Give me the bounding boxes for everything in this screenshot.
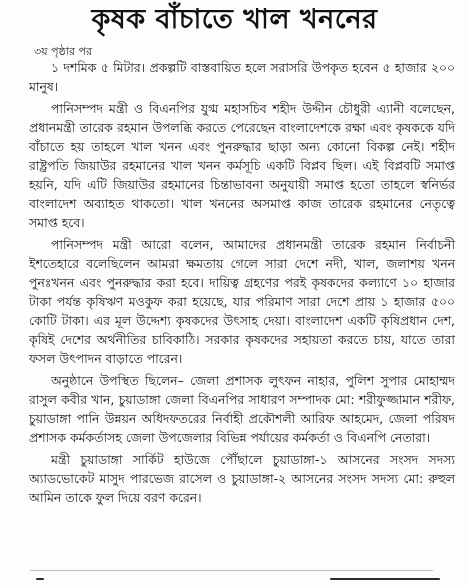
column-divider xyxy=(30,570,433,571)
next-article-edge xyxy=(0,574,469,585)
cropped-glyph xyxy=(36,578,44,580)
cropped-glyph xyxy=(330,578,440,580)
page-jump-note: ৩য় পৃষ্ঠার পর xyxy=(34,45,93,58)
paragraph-5: মন্ত্রী চুয়াডাঙ্গা সার্কিট হাউজে পৌঁছালে চুয়াডাঙ্গা-১ আসনের সংসদ সদস্য অ্যাডভোকেট মাসুদ পারভেজ রাসেল ও চুয়াডাঙ্গা-২ আসনের সংসদ সদস্য মো: রুহুল আমিন তাকে ফুল দিয়ে বরণ করেন। xyxy=(29,452,455,505)
paragraph-3: পানিসম্পদ মন্ত্রী আরো বলেন, আমাদের প্রধানমন্ত্রী তারেক রহমান নির্বাচনী ইশতেহারে বলেছিলেন আমরা ক্ষমতায় গেলে সারা দেশে নদী, খাল, জলাশয় খনন পুনঃখনন এবং পুনরুদ্ধার করা হবে। দায়িত্ব গ্রহণের পরই কৃষকদের কল্যাণে ১০ হাজার টাকা পর্যন্ত কৃষিঋণ মওকুফ করা হয়েছে, যার পরিমাণ সারা দেশে প্রায় ১ হাজার ৫০০ কোটি টাকা। এর মূল উদ্দেশ্য কৃষকদের উৎসাহ দেয়া। বাংলাদেশ একটি কৃষিপ্রধান দেশ, কৃষিই দেশের অর্থনীতির চাবিকাঠি। সরকার কৃষকদের সহায়তা করতে চায়, যাতে তারা ফসল উৎপাদন বাড়াতে পারেন। xyxy=(29,237,455,366)
paragraph-4: অনুষ্ঠানে উপস্থিত ছিলেন– জেলা প্রশাসক লুৎফন নাহার, পুলিশ সুপার মোহাম্মদ রাসুল কবীর খান, চুয়াডাঙ্গা জেলা বিএনপির সাধারণ সম্পাদক মো: শরীফুজ্জামান শরীফ, চুয়াডাঙ্গা পানি উন্নয়ন অধিদফতরের নির্বাহী প্রকৌশলী আরিফ আহমেদ, জেলা পরিষদ প্রশাসক কর্মকর্তাসহ জেলা উপজেলার বিভিন্ন পর্যায়ের কর্মকর্তা ও বিএনপি নেতারা। xyxy=(29,373,455,445)
paragraph-1: ১ দশমিক ৫ মিটার। প্রকল্পটি বাস্তবায়িত হলে সরাসরি উপকৃত হবেন ৫ হাজার ২০০ মানুষ। xyxy=(29,60,455,94)
paragraph-2: পানিসম্পদ মন্ত্রী ও বিএনপির যুগ্ম মহাসচিব শহীদ উদ্দীন চৌধুরী এ্যানী বলেছেন, প্রধানমন্ত্রী তারেক রহমান উপলব্ধি করতে পেরেছেন বাংলাদেশকে রক্ষা এবং কৃষককে যদি বাঁচাতে হয় তাহলে খাল খনন এবং পুনরুদ্ধার ছাড়া অন্য কোনো বিকল্প নেই। শহীদ রাষ্ট্রপতি জিয়াউর রহমানের খাল খনন কর্মসূচি একটি বিপ্লব ছিল। এই বিপ্লবটি সমাপ্ত হয়নি, যদি এটি জিয়াউর রহমানের চিন্তাভাবনা অনুযায়ী সমাপ্ত হতো তাহলে স্বনির্ভর বাংলাদেশ অব্যাহত থাকতো। খাল খননের অসমাপ্ত কাজ তারেক রহমানের নেতৃত্বে সমাপ্ত হবে। xyxy=(29,101,455,230)
article-headline: কৃষক বাঁচাতে খাল খননের xyxy=(91,4,378,35)
article-body xyxy=(29,58,455,510)
